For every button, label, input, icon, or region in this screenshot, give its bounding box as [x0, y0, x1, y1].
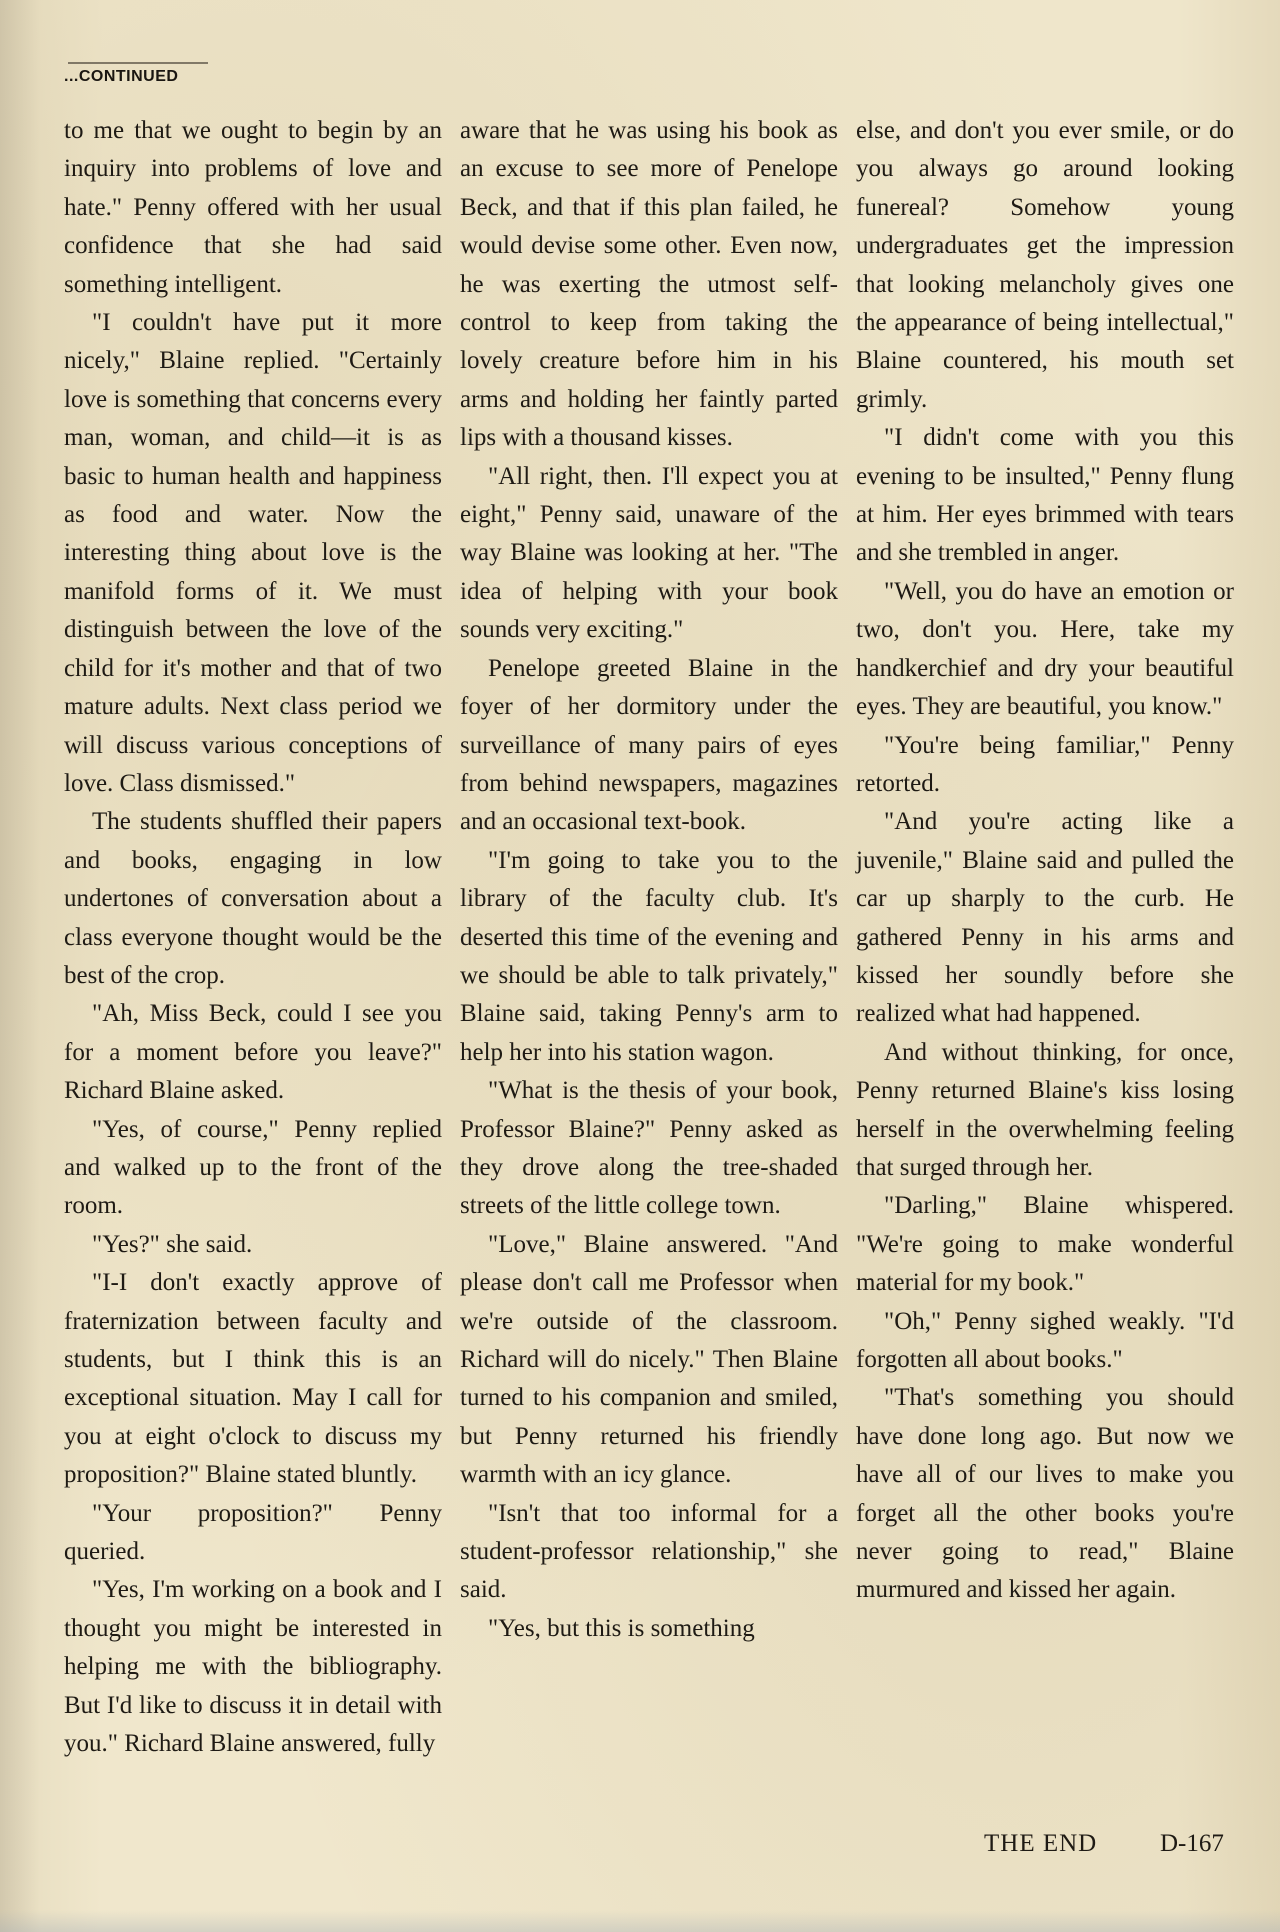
paragraph: "All right, then. I'll expect you at eight," Penny said, unaware of the way Blaine was looking at her. "The idea of helping with your book sounds very exciting." — [460, 462, 838, 644]
paragraph: The students shuffled their papers and books, engaging in low undertones of conversation about a class everyone thought would be the best of the crop. — [64, 808, 442, 989]
the-end-label: THE END — [984, 1830, 1098, 1857]
page-code: D-167 — [1160, 1830, 1224, 1857]
paragraph: "That's something you should have done long ago. But now we have all of our lives to make you forget all the other books you're never going to read," Blaine murmured and kissed her again. — [856, 1384, 1234, 1604]
paragraph: "I'm going to take you to the library of the faculty club. It's deserted this time of the evening and we should be able to talk privately," Blaine said, taking Penny's arm to help her into his station wagon. — [460, 846, 838, 1066]
paragraph: "Well, you do have an emotion or two, don't you. Here, take my handkerchief and dry your beautiful eyes. They are beautiful, you know." — [856, 577, 1234, 721]
paragraph: "I couldn't have put it more nicely," Blaine replied. "Certainly love is something that concerns every man, woman, and child—it is as basic to human health and happiness as food and water. Now the interesting thing about love is the manifold forms of it. We must distinguish between the love of the child for it's mother and that of two mature adults. Next class period we will discuss various conceptions of love. Class dismissed." — [64, 309, 442, 797]
paragraph: else, and don't you ever smile, or do you always go around looking funereal? Somehow young undergraduates get the impression that looking melancholy gives one the appearance of being intellectual," Blaine countered, his mouth set grimly. — [856, 117, 1234, 413]
text-column-3 — [856, 112, 1234, 1610]
continued-rule — [68, 62, 208, 64]
paragraph: And without thinking, for once, Penny returned Blaine's kiss losing herself in the overwhelming feeling that surged through her. — [856, 1038, 1234, 1181]
paragraph: "I didn't come with you this evening to be insulted," Penny flung at him. Her eyes brimmed with tears and she trembled in anger. — [856, 424, 1234, 567]
paragraph: "And you're acting like a juvenile," Blaine said and pulled the car up sharply to the curb. He gathered Penny in his arms and kissed her soundly before she realized what had happened. — [856, 808, 1234, 1028]
paragraph: to me that we ought to begin by an inquiry into problems of love and hate." Penny offered with her usual confidence that she had said something intelligent. — [64, 117, 442, 298]
text-column-2 — [460, 112, 838, 1648]
paragraph: aware that he was using his book as an excuse to see more of Penelope Beck, and that if this plan failed, he would devise some other. Even now, he was exerting the utmost self-control to keep from taking the lovely creature before him in his arms and holding her faintly parted lips with a thousand kisses. — [460, 117, 838, 452]
paragraph: "Yes, of course," Penny replied and walked up to the front of the room. — [64, 1115, 442, 1220]
paragraph: "Isn't that too informal for a student-professor relationship," she said. — [460, 1499, 838, 1604]
continued-text: ...CONTINUED — [64, 68, 179, 85]
page-bottom-edge — [0, 1910, 1280, 1932]
paragraph: "What is the thesis of your book, Professor Blaine?" Penny asked as they drove along the tree-shaded streets of the little college town. — [460, 1077, 838, 1220]
continued-label — [64, 68, 178, 86]
paragraph: "Yes, but this is something — [488, 1614, 755, 1642]
paragraph: Penelope greeted Blaine in the foyer of her dormitory under the surveillance of many pairs of eyes from behind newspapers, magazines and an occasional text-book. — [460, 654, 838, 836]
paragraph: "You're being familiar," Penny retorted. — [856, 731, 1234, 797]
paragraph: "Your proposition?" Penny queried. — [64, 1499, 442, 1566]
paragraph: "I-I don't exactly approve of fraternization between faculty and students, but I think this is an exceptional situation. May I call for you at eight o'clock to discuss my proposition?" Blaine stated bluntly. — [64, 1269, 442, 1489]
paragraph: "Oh," Penny sighed weakly. "I'd forgotten all about books." — [856, 1307, 1234, 1373]
paragraph: "Yes?" she said. — [92, 1230, 253, 1258]
text-column-1 — [64, 112, 442, 1763]
paragraph: "Ah, Miss Beck, could I see you for a moment before you leave?" Richard Blaine asked. — [64, 1000, 442, 1105]
paragraph: "Darling," Blaine whispered. "We're going to make wonderful material for my book." — [856, 1192, 1234, 1297]
page-edge-shadow — [0, 0, 40, 1932]
paragraph: "Yes, I'm working on a book and I thought you might be interested in helping me with the bibliography. But I'd like to discuss it in detail with you." Richard Blaine answered, fully — [64, 1576, 442, 1758]
paragraph: "Love," Blaine answered. "And please don't call me Professor when we're outside of the classroom. Richard will do nicely." Then Blaine turned to his companion and smiled, but Penny returned his friendly warmth with an icy glance. — [460, 1230, 838, 1489]
